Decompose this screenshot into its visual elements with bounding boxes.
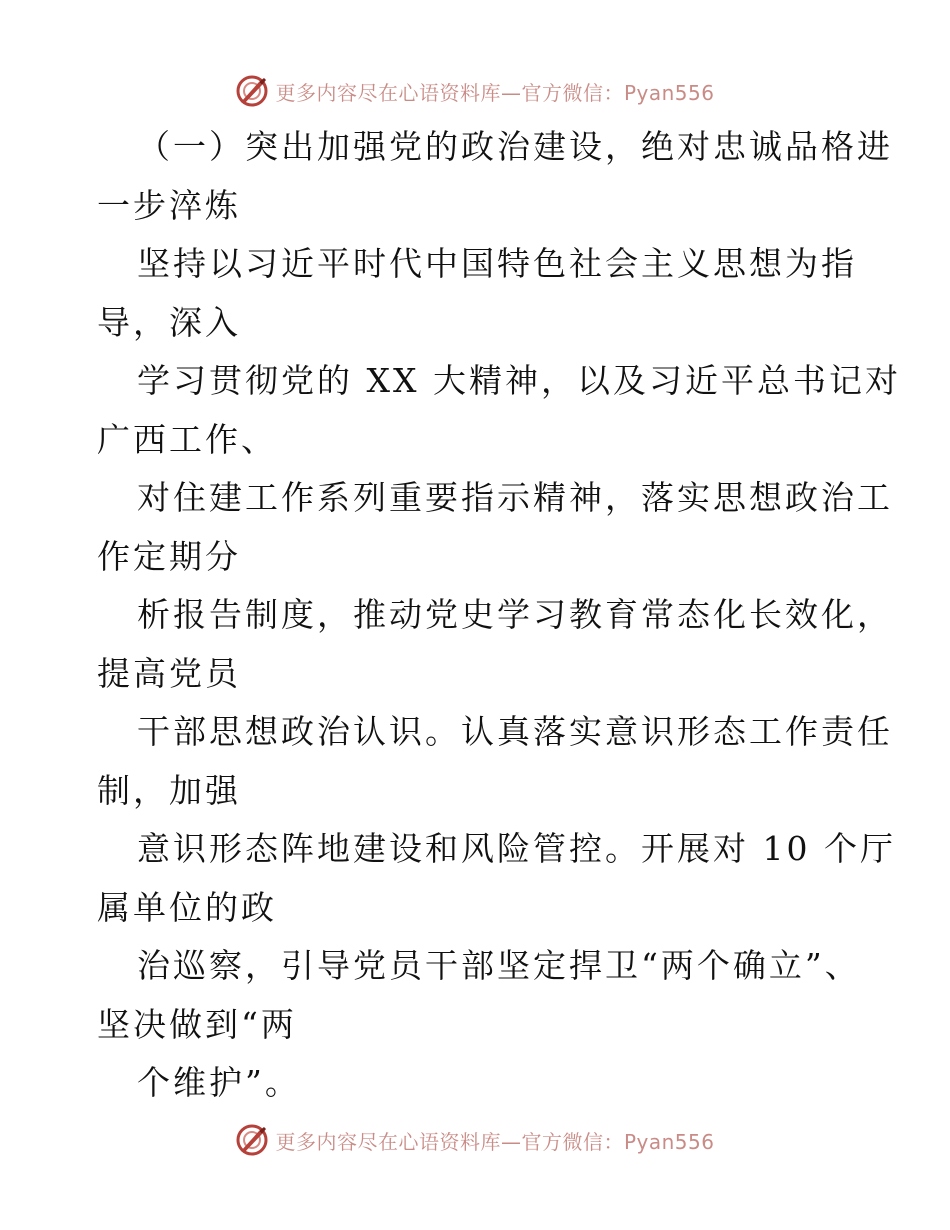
header-watermark-text: 更多内容尽在心语资料库—官方微信：Pyan556: [275, 80, 715, 105]
text-line: 制，加强: [97, 770, 241, 810]
text-line: 治巡察，引导党员干部坚定捍卫“两个确立”、: [137, 946, 861, 985]
text-line: 析报告制度，推动党史学习教育常态化长效化，: [137, 595, 893, 634]
text-line: 一步淬炼: [97, 185, 241, 225]
text-line: 学习贯彻党的 XX 大精神，以及习近平总书记对: [137, 361, 901, 400]
text-line: （一）突出加强党的政治建设，绝对忠诚品格进: [137, 127, 893, 166]
footer-watermark: [0, 1120, 950, 1160]
text-line: 意识形态阵地建设和风险管控。开展对 10 个厅: [137, 829, 896, 868]
pen-logo-icon: [235, 1123, 269, 1157]
text-line: 作定期分: [97, 536, 241, 576]
text-line: 提高党员: [97, 653, 241, 693]
text-line: 坚持以习近平时代中国特色社会主义思想为指: [137, 244, 857, 283]
text-line: 广西工作、: [97, 419, 277, 459]
text-line: 坚决做到“两: [97, 1004, 297, 1044]
footer-watermark-text: 更多内容尽在心语资料库—官方微信：Pyan556: [275, 1129, 715, 1154]
text-line: 导，深入: [97, 302, 241, 342]
text-line: 干部思想政治认识。认真落实意识形态工作责任: [137, 712, 893, 751]
text-line: 对住建工作系列重要指示精神，落实思想政治工: [137, 478, 893, 517]
text-line: 属单位的政: [97, 887, 277, 927]
header-watermark: [0, 71, 950, 111]
text-line: 个维护”。: [137, 1063, 301, 1102]
pen-logo-icon: [235, 74, 269, 108]
document-body: [97, 118, 901, 1113]
